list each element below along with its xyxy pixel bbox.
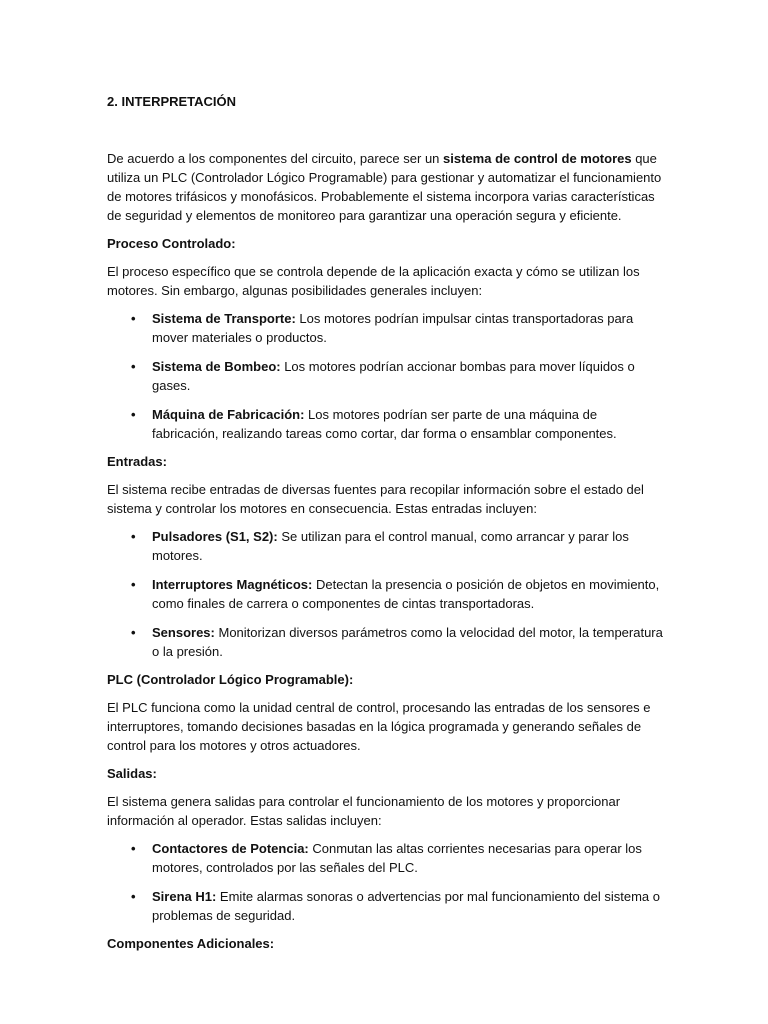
- intro-text-start: De acuerdo a los componentes del circuito, parece ser un: [107, 151, 444, 166]
- bullet-icon: •: [131, 359, 136, 374]
- list-item-text: Detectan la presencia o posición de objetos en movimiento, como finales de carrera o componentes de cintas transportadoras.: [152, 577, 660, 611]
- section-paragraph-salidas: El sistema genera salidas para controlar el funcionamiento de los motores y proporcionar información al operador. Estas salidas incluyen:: [107, 794, 621, 828]
- section-heading-salidas: Salidas:: [107, 766, 157, 781]
- list-item: [107, 309, 667, 347]
- bullet-icon: •: [131, 577, 136, 592]
- list-item-text: Monitorizan diversos parámetros como la velocidad del motor, la temperatura o la presión.: [152, 625, 663, 659]
- section-heading-proceso: Proceso Controlado:: [107, 236, 236, 251]
- list-item-term: Sistema de Bombeo:: [152, 359, 281, 374]
- list-item-text: Emite alarmas sonoras o advertencias por mal funcionamiento del sistema o problemas de seguridad.: [152, 889, 660, 923]
- list-item: [107, 839, 667, 877]
- bullet-icon: •: [131, 407, 136, 422]
- list-item-term: Contactores de Potencia:: [152, 841, 309, 856]
- list-item: [107, 527, 667, 565]
- list-item: [107, 575, 667, 613]
- section-paragraph-proceso: El proceso específico que se controla depende de la aplicación exacta y cómo se utilizan los motores. Sin embargo, algunas posibilidades generales incluyen:: [107, 264, 640, 298]
- bullet-icon: •: [131, 311, 136, 326]
- list-item-text: Conmutan las altas corrientes necesarias para operar los motores, controlados por las señales del PLC.: [152, 841, 642, 875]
- bullet-list-salidas: [107, 839, 667, 925]
- list-item-text: Los motores podrían impulsar cintas transportadoras para mover materiales o productos.: [152, 311, 634, 345]
- bullet-icon: •: [131, 889, 136, 904]
- intro-text-end: que utiliza un PLC (Controlador Lógico Programable) para gestionar y automatizar el funcionamiento de motores trifásicos y monofásicos. Probablemente el sistema incorpora varias características de seguridad y elementos de monitoreo para garantizar una operación segura y eficiente.: [107, 151, 662, 223]
- bullet-icon: •: [131, 841, 136, 856]
- section-paragraph-entradas: El sistema recibe entradas de diversas fuentes para recopilar información sobre el estado del sistema y controlar los motores en consecuencia. Estas entradas incluyen:: [107, 482, 644, 516]
- intro-bold-text: sistema de control de motores: [443, 151, 632, 166]
- bullet-list-proceso: [107, 309, 667, 443]
- list-item-text: Se utilizan para el control manual, como arrancar y parar los motores.: [152, 529, 629, 563]
- list-item: [107, 405, 667, 443]
- list-item-term: Máquina de Fabricación:: [152, 407, 305, 422]
- list-item-term: Interruptores Magnéticos:: [152, 577, 313, 592]
- list-item: [107, 623, 667, 661]
- bullet-icon: •: [131, 529, 136, 544]
- section-heading-entradas: Entradas:: [107, 454, 167, 469]
- list-item-text: Los motores podrían ser parte de una máquina de fabricación, realizando tareas como cortar, dar forma o ensamblar componentes.: [152, 407, 617, 441]
- document-page: [107, 92, 667, 962]
- page-title: 2. INTERPRETACIÓN: [107, 94, 237, 109]
- list-item: [107, 357, 667, 395]
- list-item-term: Sensores:: [152, 625, 215, 640]
- bullet-icon: •: [131, 625, 136, 640]
- intro-paragraph: [107, 149, 667, 225]
- section-paragraph-plc: El PLC funciona como la unidad central de control, procesando las entradas de los sensores e interruptores, tomando decisiones basadas en la lógica programada y generando señales de control para los motores y otros actuadores.: [107, 700, 651, 753]
- bullet-list-entradas: [107, 527, 667, 661]
- list-item-term: Sirena H1:: [152, 889, 217, 904]
- list-item-term: Sistema de Transporte:: [152, 311, 296, 326]
- list-item: [107, 887, 667, 925]
- section-heading-componentes: Componentes Adicionales:: [107, 936, 275, 951]
- section-heading-plc: PLC (Controlador Lógico Programable):: [107, 672, 354, 687]
- list-item-term: Pulsadores (S1, S2):: [152, 529, 278, 544]
- list-item-text: Los motores podrían accionar bombas para mover líquidos o gases.: [152, 359, 635, 393]
